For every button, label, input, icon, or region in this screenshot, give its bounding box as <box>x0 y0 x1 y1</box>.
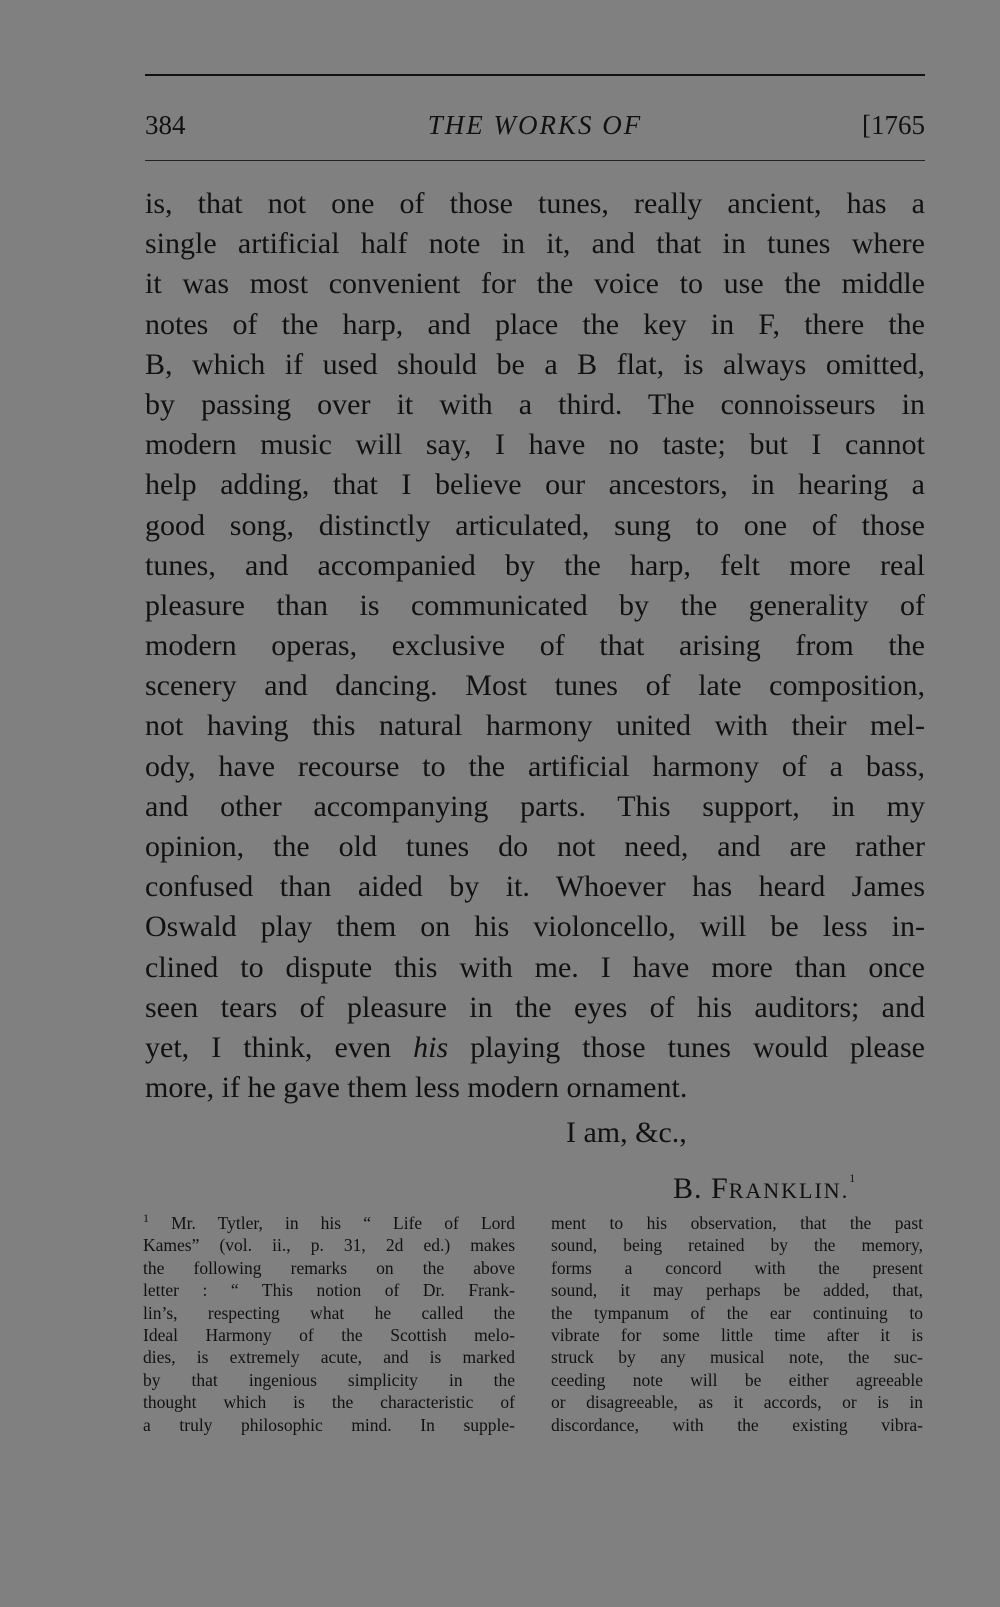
text-line: notes of the harp, and place the key in F, there the <box>145 307 925 341</box>
footnote-line: ment to his observation, that the past <box>551 1213 923 1233</box>
text-line: is, that not one of those tunes, really ancient, has a <box>145 187 925 220</box>
text-line: clined to dispute this with me. I have more than once <box>145 950 925 984</box>
body-text <box>145 184 925 1108</box>
text-line: modern operas, exclusive of that arising from the <box>145 629 925 663</box>
footnote-column-left <box>143 1212 515 1436</box>
footnote-line: struck by any musical note, the suc- <box>551 1347 923 1368</box>
footnote-line: Ideal Harmony of the Scottish melo- <box>143 1324 515 1345</box>
footnote-line: Kames” (vol. ii., p. 31, 2d ed.) makes <box>143 1235 515 1256</box>
line-part: yet, I think, even <box>145 1030 414 1064</box>
header-year: [1765 <box>862 110 925 140</box>
text-line: modern music will say, I have no taste; but I cannot <box>145 428 925 462</box>
text-line: by passing over it with a third. The connoisseurs in <box>145 387 925 421</box>
footnote-mark: 1 <box>849 1171 857 1185</box>
text-line: seen tears of pleasure in the eyes of his auditors; and <box>145 990 925 1024</box>
text-line: ody, have recourse to the artificial harmony of a bass, <box>145 749 925 783</box>
text-line: help adding, that I believe our ancestors, in hearing a <box>145 468 925 502</box>
text-line: opinion, the old tunes do not need, and are rather <box>145 830 925 863</box>
page-number: 384 <box>145 110 186 140</box>
footnote-line: discordance, with the existing vibra- <box>551 1414 923 1435</box>
signature-rest: RANKLIN. <box>728 1178 850 1203</box>
footnote-line: letter : “ This notion of Dr. Frank- <box>143 1280 515 1301</box>
running-header <box>145 110 925 150</box>
footnote-line: a truly philosophic mind. In supple- <box>143 1414 515 1435</box>
footnote-line: the following remarks on the above <box>143 1257 515 1278</box>
salutation: I am, &c., <box>566 1116 687 1149</box>
footnote-line <box>143 1212 515 1234</box>
text-line: tunes, and accompanied by the harp, felt more real <box>145 548 925 582</box>
text-line: pleasure than is communicated by the generality of <box>145 588 925 622</box>
signature <box>673 1172 856 1206</box>
text-line-italic <box>145 1028 925 1068</box>
text-line: confused than aided by it. Whoever has heard James <box>145 870 925 904</box>
header-rule <box>145 160 925 161</box>
footnote-line: by that ingenious simplicity in the <box>143 1369 515 1390</box>
signature-initial: B. F <box>673 1172 729 1205</box>
footnote-column-right <box>551 1212 923 1436</box>
running-title: THE WORKS OF <box>427 110 643 140</box>
footnote-line: ceeding note will be either agreeable <box>551 1369 923 1390</box>
footnote-line: lin’s, respecting what he called the <box>143 1302 515 1323</box>
text-line: B, which if used should be a B flat, is always omitted, <box>145 347 925 381</box>
footnote-line: sound, it may perhaps be added, that, <box>551 1280 923 1301</box>
footnote-line: the tympanum of the ear continuing to <box>551 1302 923 1323</box>
footnote-line: vibrate for some little time after it is <box>551 1324 923 1345</box>
text-line: single artificial half note in it, and that in tunes where <box>145 227 925 261</box>
footnote-line: sound, being retained by the memory, <box>551 1235 923 1256</box>
text-line: more, if he gave them less modern ornament. <box>145 1071 688 1105</box>
footnote-line: or disagreeable, as it accords, or is in <box>551 1392 923 1413</box>
line-part: playing those tunes would please <box>448 1030 925 1064</box>
text-line: and other accompanying parts. This support, in my <box>145 789 925 823</box>
text-line: scenery and dancing. Most tunes of late composition, <box>145 669 925 703</box>
text-line: good song, distinctly articulated, sung to one of those <box>145 508 925 542</box>
footnote-line: thought which is the characteristic of <box>143 1392 515 1413</box>
footnote-mark: 1 <box>143 1212 149 1225</box>
footnote-line: forms a concord with the present <box>551 1257 923 1278</box>
footnote-line: dies, is extremely acute, and is marked <box>143 1347 515 1368</box>
italic-word: his <box>413 1030 449 1064</box>
text-line: Oswald play them on his violoncello, will be less in- <box>145 910 925 944</box>
top-rule <box>145 74 925 76</box>
text-line: not having this natural harmony united with their mel- <box>145 709 925 743</box>
footnote-text: Mr. Tytler, in his “ Life of Lord <box>171 1213 515 1233</box>
text-line: it was most convenient for the voice to use the middle <box>145 267 925 301</box>
